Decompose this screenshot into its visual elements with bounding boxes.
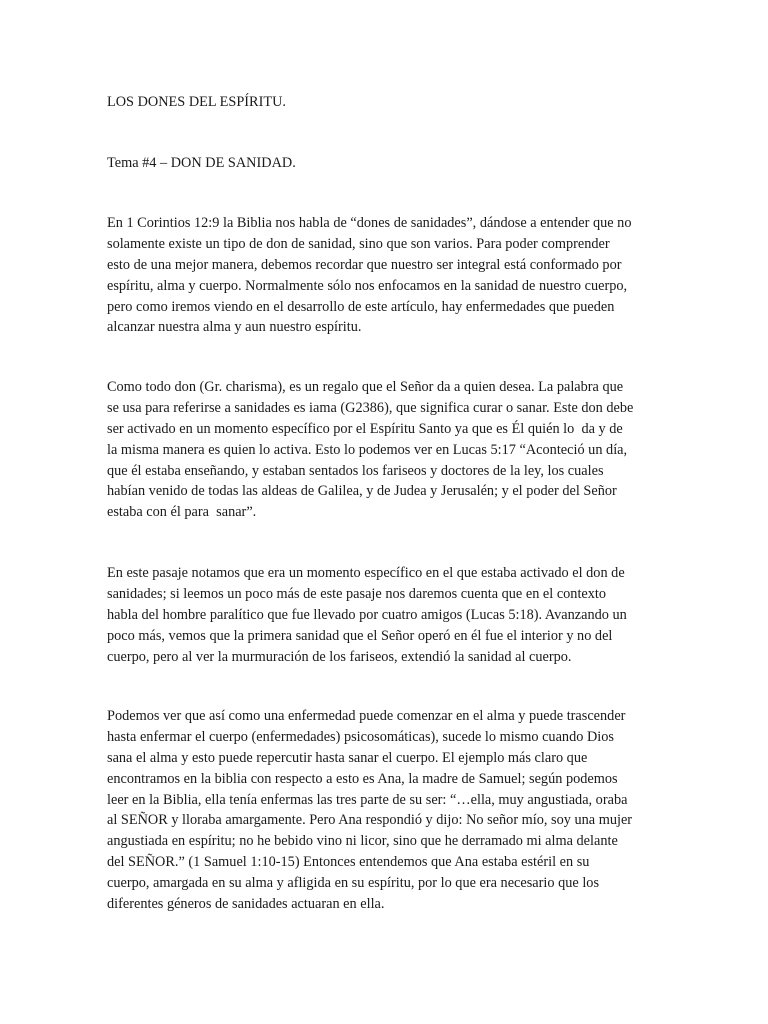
text-line: En 1 Corintios 12:9 la Biblia nos habla de “dones de sanidades”, dándose a entender que no <box>107 215 632 231</box>
paragraph-1 <box>107 213 667 338</box>
text-line: pero como iremos viendo en el desarrollo de este artículo, hay enfermedades que pueden <box>107 298 615 315</box>
text-line: cuerpo, pero al ver la murmuración de los fariseos, extendió la sanidad al cuerpo. <box>107 648 572 665</box>
document-subtitle: Tema #4 – DON DE SANIDAD. <box>107 155 296 171</box>
text-line: estaba con él para sanar”. <box>107 504 257 521</box>
text-line: espíritu, alma y cuerpo. Normalmente sólo nos enfocamos en la sanidad de nuestro cuerpo, <box>107 277 628 294</box>
text-line: sana el alma y esto puede repercutir hasta sanar el cuerpo. El ejemplo más claro que <box>107 749 588 766</box>
text-line: sanidades; si leemos un poco más de este pasaje nos daremos cuenta que en el contexto <box>107 585 607 602</box>
text-line: habla del hombre paralítico que fue llevado por cuatro amigos (Lucas 5:18). Avanzando un <box>107 606 627 623</box>
text-line: ser activado en un momento específico por el Espíritu Santo ya que es Él quién lo da y de <box>107 420 623 437</box>
text-line: cuerpo, amargada en su alma y afligida en su espíritu, por lo que era necesario que los <box>107 875 600 892</box>
text-line: que él estaba enseñando, y estaban sentados los fariseos y doctores de la ley, los cuales <box>107 462 604 479</box>
text-line: leer en la Biblia, ella tenía enfermas las tres parte de su ser: “…ella, muy angustiada, oraba <box>107 791 628 808</box>
text-line: En este pasaje notamos que era un momento específico en el que estaba activado el don de <box>107 565 625 581</box>
text-line: habían venido de todas las aldeas de Galilea, y de Judea y Jerusalén; y el poder del Señor <box>107 483 617 500</box>
text-line: Como todo don (Gr. charisma), es un regalo que el Señor da a quien desea. La palabra que <box>107 379 624 395</box>
text-line: solamente existe un tipo de don de sanidad, sino que son varios. Para poder comprender <box>107 235 610 252</box>
text-line: al SEÑOR y lloraba amargamente. Pero Ana respondió y dijo: No señor mío, soy una mujer <box>107 812 633 829</box>
text-line: se usa para referirse a sanidades es iama (G2386), que significa curar o sanar. Este don debe <box>107 399 634 416</box>
text-line: alcanzar nuestra alma y aun nuestro espíritu. <box>107 319 362 336</box>
text-line: Podemos ver que así como una enfermedad puede comenzar en el alma y puede trascender <box>107 708 626 724</box>
paragraph-3 <box>107 563 667 667</box>
text-line: poco más, vemos que la primera sanidad que el Señor operó en él fue el interior y no del <box>107 627 613 644</box>
text-line: la misma manera es quien lo activa. Esto lo podemos ver en Lucas 5:17 “Aconteció un día, <box>107 441 628 458</box>
document-title: LOS DONES DEL ESPÍRITU. <box>107 94 286 110</box>
text-line: diferentes géneros de sanidades actuaran en ella. <box>107 896 385 913</box>
text-line: encontramos en la biblia con respecto a esto es Ana, la madre de Samuel; según podemos <box>107 770 618 787</box>
text-line: hasta enfermar el cuerpo (enfermedades) psicosomáticas), sucede lo mismo cuando Dios <box>107 728 614 745</box>
text-line: esto de una mejor manera, debemos recordar que nuestro ser integral está conformado por <box>107 256 622 273</box>
text-line: angustiada en espíritu; no he bebido vino ni licor, sino que he derramado mi alma delante <box>107 833 618 850</box>
paragraph-4 <box>107 706 667 915</box>
text-line: del SEÑOR.” (1 Samuel 1:10-15) Entonces entendemos que Ana estaba estéril en su <box>107 854 590 871</box>
paragraph-2 <box>107 377 667 523</box>
